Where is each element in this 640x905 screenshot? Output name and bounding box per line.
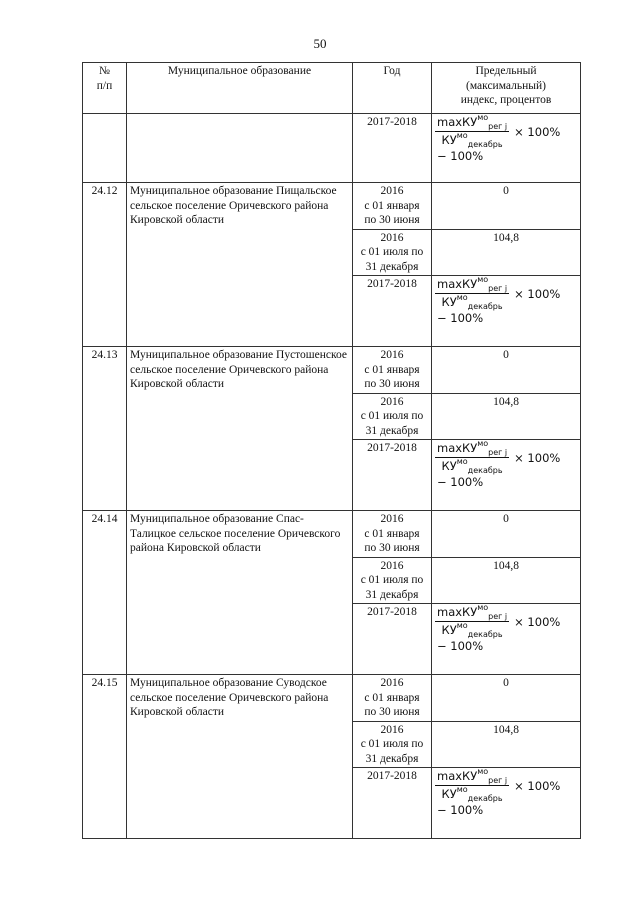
row-index: 0: [432, 347, 581, 394]
row-year: 2016 с 01 июля по 31 декабря: [353, 393, 432, 440]
row-year: 2017-2018: [353, 604, 432, 675]
row-municipality: Муниципальное образование Пищальское сельское поселение Оричевского района Кировской области: [127, 183, 353, 347]
row-year: 2016 с 01 января по 30 июня: [353, 511, 432, 558]
row-year: 2016 с 01 января по 30 июня: [353, 675, 432, 722]
tariff-index-table: [82, 62, 581, 839]
row-index: 104,8: [432, 229, 581, 276]
header-index: Предельный (максимальный) индекс, процентов: [432, 63, 581, 114]
row-index: 0: [432, 183, 581, 230]
row-municipality: Муниципальное образование Пустошенское сельское поселение Оричевского района Кировской области: [127, 347, 353, 511]
row-index: 0: [432, 511, 581, 558]
row-year: 2016 с 01 января по 30 июня: [353, 347, 432, 394]
index-formula: [432, 604, 581, 675]
header-municipality: Муниципальное образование: [127, 63, 353, 114]
row-municipality: Муниципальное образование Суводское сельское поселение Оричевского района Кировской области: [127, 675, 353, 839]
page-number: 50: [313, 36, 327, 51]
row-number: 24.12: [83, 183, 127, 347]
table-row: [83, 183, 581, 230]
table-row: [83, 347, 581, 394]
row-year: 2017-2018: [353, 440, 432, 511]
table-row: [83, 114, 581, 183]
formula: $\frac{\max КУ^{мо}_{рег j}}{КУ^{мо}_{декабрь}}$ × 100% − 100%: [437, 767, 561, 817]
index-formula: [432, 440, 581, 511]
formula: $\frac{\max КУ^{мо}_{рег j}}{КУ^{мо}_{декабрь}}$ × 100% − 100%: [437, 603, 561, 653]
row-year: 2016 с 01 июля по 31 декабря: [353, 229, 432, 276]
row-number: 24.13: [83, 347, 127, 511]
row-year: 2016 с 01 июля по 31 декабря: [353, 557, 432, 604]
row-year: 2017-2018: [353, 114, 432, 183]
row-number: [83, 114, 127, 183]
row-number: 24.14: [83, 511, 127, 675]
row-index: 0: [432, 675, 581, 722]
row-year: 2017-2018: [353, 276, 432, 347]
table-row: [83, 675, 581, 722]
index-formula: [432, 768, 581, 839]
row-year: 2017-2018: [353, 768, 432, 839]
row-index: 104,8: [432, 721, 581, 768]
row-year: 2016 с 01 июля по 31 декабря: [353, 721, 432, 768]
row-index: 104,8: [432, 393, 581, 440]
row-municipality: [127, 114, 353, 183]
formula: $\frac{\max КУ^{мо}_{рег j}}{КУ^{мо}_{декабрь}}$ × 100% − 100%: [437, 275, 561, 325]
table-header-row: [83, 63, 581, 114]
index-formula: [432, 114, 581, 183]
formula: $\frac{\max КУ^{мо}_{рег j}}{КУ^{мо}_{декабрь}}$ × 100% − 100%: [437, 439, 561, 489]
row-year: 2016 с 01 января по 30 июня: [353, 183, 432, 230]
header-year: Год: [353, 63, 432, 114]
row-index: 104,8: [432, 557, 581, 604]
row-municipality: Муниципальное образование Спас-Талицкое сельское поселение Оричевского района Кировской области: [127, 511, 353, 675]
formula: $\frac{\max КУ^{мо}_{рег j}}{КУ^{мо}_{декабрь}}$ × 100% − 100%: [437, 113, 561, 163]
header-number: № п/п: [83, 63, 127, 114]
index-formula: [432, 276, 581, 347]
table-row: [83, 511, 581, 558]
row-number: 24.15: [83, 675, 127, 839]
